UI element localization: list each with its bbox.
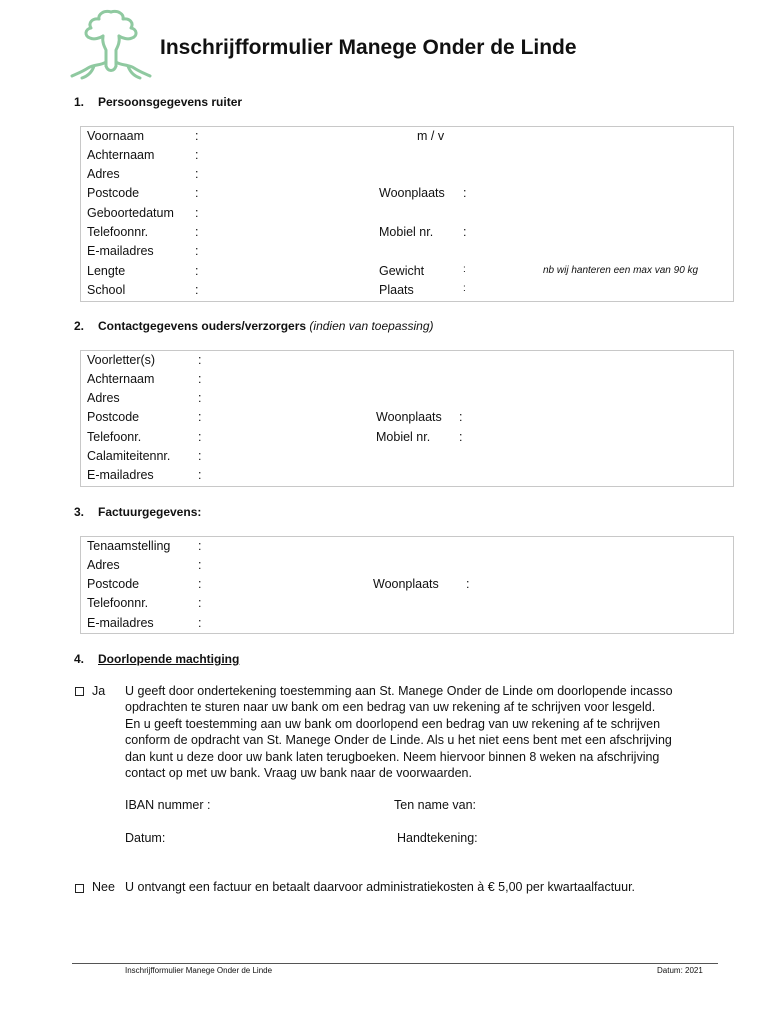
field-label: Telefoonnr. (87, 596, 149, 610)
section4-number: 4. (74, 652, 85, 666)
field-label: Voorletter(s) (87, 353, 156, 367)
field-colon: : (198, 353, 202, 367)
section4-heading (74, 652, 239, 666)
section2-title: Contactgegevens ouders/verzorgers (98, 319, 307, 333)
field-label: E-mailadres (87, 468, 154, 482)
field-colon: : (198, 410, 202, 424)
field-colon: : (195, 264, 199, 278)
field-colon: : (195, 167, 199, 181)
field-colon: : (198, 539, 202, 553)
field-colon: : (198, 596, 202, 610)
field-label: Achternaam (87, 372, 155, 386)
field-label: Adres (87, 167, 120, 181)
field-label: Woonplaats (373, 577, 439, 591)
field-colon: : (463, 264, 466, 275)
weight-note: nb wij hanteren een max van 90 kg (543, 265, 699, 276)
footer-left-text: Inschrijfformulier Manege Onder de Linde (125, 966, 273, 975)
field-colon: : (198, 558, 202, 572)
field-label: School (87, 283, 126, 297)
mandate-text-line: U geeft door ondertekening toestemming aan St. Manege Onder de Linde om doorlopende incasso (125, 684, 673, 698)
field-label: Postcode (87, 577, 140, 591)
section1-number: 1. (74, 95, 85, 109)
field-colon: : (463, 225, 467, 239)
ja-checkbox[interactable] (75, 687, 84, 696)
field-colon: : (195, 244, 199, 258)
mandate-text-line: dan kunt u deze door uw bank laten terugboeken. Neem hiervoor binnen 8 weken na afschrijving (125, 749, 660, 764)
field-colon: : (198, 577, 202, 591)
iban-label: IBAN nummer : (125, 798, 211, 812)
datum-label: Datum: (125, 831, 166, 845)
field-colon: : (195, 148, 199, 162)
nee-option[interactable] (75, 882, 84, 896)
section4-title: Doorlopende machtiging (98, 652, 240, 666)
field-colon: : (198, 449, 202, 463)
field-label: Postcode (87, 410, 140, 424)
field-label: Mobiel nr. (379, 225, 434, 239)
mandate-text (125, 683, 673, 781)
footer-date: Datum: 2021 (657, 966, 703, 975)
field-label: Mobiel nr. (376, 430, 431, 444)
field-label: Voornaam (87, 129, 144, 143)
mandate-text-line: En u geeft toestemming aan uw bank om doorlopend een bedrag van uw rekening af te schrijven (125, 716, 661, 731)
field-label: Telefoonnr. (87, 225, 149, 239)
field-colon: : (195, 283, 199, 297)
field-colon: : (459, 410, 463, 424)
field-colon: : (459, 430, 463, 444)
field-colon: : (195, 129, 199, 143)
section1-title: Persoonsgegevens ruiter (98, 95, 243, 109)
field-label: Postcode (87, 186, 140, 200)
nee-label: Nee (92, 880, 115, 894)
section2-subtitle: (indien van toepassing) (309, 319, 434, 333)
section3-number: 3. (74, 505, 85, 519)
section2-form-box (80, 350, 734, 487)
section3-form-box (80, 536, 734, 634)
nee-text: U ontvangt een factuur en betaalt daarvoor administratiekosten à € 5,00 per kwartaalfactuur. (125, 880, 636, 894)
field-colon: : (198, 372, 202, 386)
mandate-text-line: contact op met uw bank. Vraag uw bank naar de voorwaarden. (125, 766, 472, 781)
field-label: Woonplaats (376, 410, 442, 424)
field-label: Woonplaats (379, 186, 445, 200)
page-title: Inschrijfformulier Manege Onder de Linde (160, 36, 577, 59)
field-colon: : (198, 430, 202, 444)
field-label: Lengte (87, 264, 126, 278)
field-label: Geboortedatum (87, 206, 174, 220)
field-colon: : (198, 468, 202, 482)
field-label: Tenaamstelling (87, 539, 171, 553)
field-colon: : (466, 577, 470, 591)
section3-title: Factuurgegevens: (98, 505, 202, 519)
field-colon: : (198, 616, 202, 630)
field-colon: : (195, 206, 199, 220)
field-label: Adres (87, 391, 120, 405)
ja-option[interactable] (75, 685, 84, 699)
field-colon: : (195, 186, 199, 200)
field-label: Gewicht (379, 264, 425, 278)
tree-logo-icon (68, 6, 154, 82)
section2-number: 2. (74, 319, 85, 333)
section1-heading (74, 95, 242, 109)
footer-divider (72, 963, 718, 964)
section2-heading (74, 319, 434, 333)
nee-checkbox[interactable] (75, 884, 84, 893)
mandate-text-line: opdrachten te sturen naar uw bank om een bedrag van uw rekening af te schrijven voor lesgeld. (125, 700, 656, 715)
field-label: E-mailadres (87, 616, 154, 630)
field-label: E-mailadres (87, 244, 154, 258)
mandate-text-line: conform de opdracht van St. Manege Onder de Linde. Als u het niet eens bent met een afschrijving (125, 733, 672, 748)
field-colon: : (463, 186, 467, 200)
handtekening-label: Handtekening: (397, 831, 478, 845)
section3-heading (74, 505, 201, 519)
field-label: Plaats (379, 283, 414, 297)
gender-label: m / v (417, 129, 445, 143)
field-colon: : (463, 283, 466, 294)
field-colon: : (198, 391, 202, 405)
ten-name-van-label: Ten name van: (394, 798, 476, 812)
section1-form-box (80, 126, 734, 302)
field-label: Adres (87, 558, 120, 572)
field-colon: : (195, 225, 199, 239)
field-label: Calamiteitennr. (87, 449, 171, 463)
field-label: Telefoonr. (87, 430, 142, 444)
field-label: Achternaam (87, 148, 155, 162)
ja-label: Ja (92, 684, 106, 698)
